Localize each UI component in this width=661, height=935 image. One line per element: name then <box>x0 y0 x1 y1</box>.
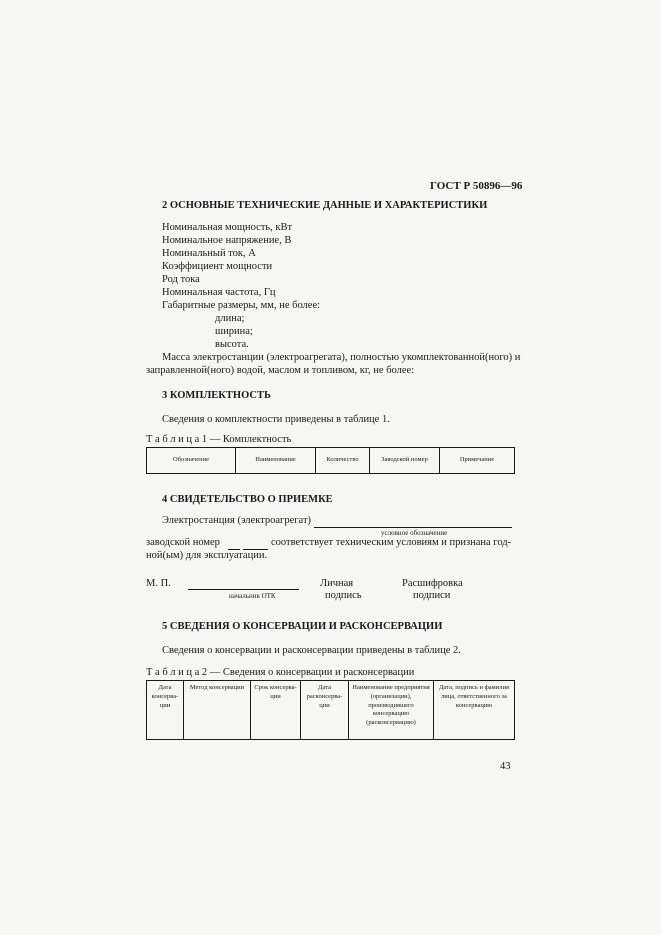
standard-number: ГОСТ Р 50896—96 <box>430 180 523 192</box>
column-header: Наименование предприятия (организации), производившего консервацию (расконсервацию) <box>349 681 434 740</box>
acceptance-line-3: ной(ым) для эксплуатации. <box>146 550 268 561</box>
item-frequency: Номинальная частота, Гц <box>162 287 276 298</box>
table-header-row <box>147 681 515 740</box>
item-current: Номинальный ток, А <box>162 248 256 259</box>
column-header: Дата расконсерва-ции <box>301 681 349 740</box>
column-header: Метод консервации <box>184 681 251 740</box>
item-voltage: Номинальное напряжение, В <box>162 235 292 246</box>
table-header-row <box>147 448 515 474</box>
table-completeness <box>146 447 515 474</box>
column-header: Количество <box>316 448 370 474</box>
designation-blank <box>314 527 512 528</box>
dim-height: высота. <box>215 339 249 350</box>
column-header: Дата консерва-ции <box>147 681 184 740</box>
section3-title: 3 КОМПЛЕКТНОСТЬ <box>162 390 271 401</box>
item-power: Номинальная мощность, кВт <box>162 222 293 233</box>
mass-line-2: заправленной(ного) водой, маслом и топливом, кг, не более: <box>146 365 415 376</box>
decoding-label: Расшифровка <box>402 578 463 589</box>
section4-title: 4 СВИДЕТЕЛЬСТВО О ПРИЕМКЕ <box>162 494 333 505</box>
table1-caption: Т а б л и ц а 1 — Комплектность <box>146 434 292 445</box>
column-header: Срок консерва-ции <box>251 681 301 740</box>
serial-label: заводской номер <box>146 537 220 548</box>
table-conservation <box>146 680 515 740</box>
item-dimensions: Габаритные размеры, мм, не более: <box>162 300 321 311</box>
item-power-factor: Коэффициент мощности <box>162 261 273 272</box>
column-header: Дата, подпись и фамилия лица, ответственного за консервацию <box>434 681 515 740</box>
section5-text: Сведения о консервации и расконсервации приведены в таблице 2. <box>162 645 461 656</box>
acceptance-line-2: соответствует техническим условиям и признана год- <box>271 537 512 548</box>
mass-line-1: Масса электростанции (электроагрегата), полностью укомплектованной(ного) и <box>162 352 521 363</box>
stamp-place: М. П. <box>146 578 171 589</box>
section3-text: Сведения о комплектности приведены в таблице 1. <box>162 414 390 425</box>
dim-length: длина; <box>215 313 245 324</box>
column-header: Наименование <box>236 448 316 474</box>
table2-caption: Т а б л и ц а 2 — Сведения о консервации и расконсервации <box>146 667 415 678</box>
otk-caption: начальник ОТК <box>229 592 276 600</box>
dim-width: ширина; <box>215 326 253 337</box>
otk-signature-line <box>188 589 299 590</box>
acceptance-line-1: Электростанция (электроагрегат) <box>162 515 312 526</box>
designation-caption: условное обозначение <box>381 529 448 537</box>
page-number: 43 <box>500 761 511 772</box>
item-current-type: Род тока <box>162 274 200 285</box>
section2-title: 2 ОСНОВНЫЕ ТЕХНИЧЕСКИЕ ДАННЫЕ И ХАРАКТЕРИСТИКИ <box>162 200 488 211</box>
decoding-caption: подписи <box>413 590 451 601</box>
personal-signature-label: Личная <box>320 578 354 589</box>
personal-signature-caption: подпись <box>325 590 362 601</box>
column-header: Обозначение <box>147 448 236 474</box>
column-header: Примечание <box>440 448 515 474</box>
section5-title: 5 СВЕДЕНИЯ О КОНСЕРВАЦИИ И РАСКОНСЕРВАЦИИ <box>162 621 443 632</box>
column-header: Заводской номер <box>370 448 440 474</box>
